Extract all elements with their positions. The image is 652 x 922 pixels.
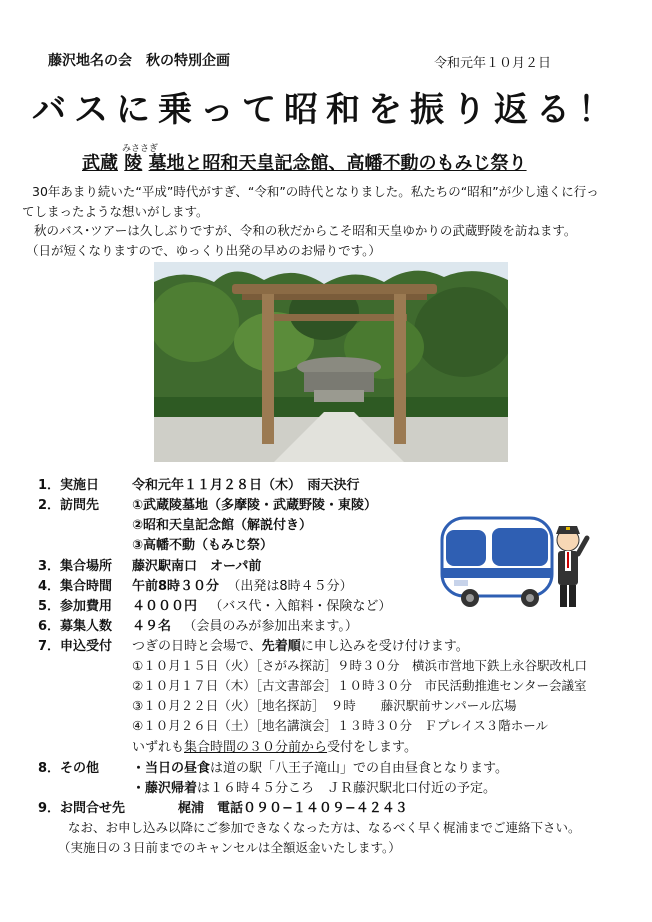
item-1-num: 1． <box>38 478 61 493</box>
item-8-l2: は１６時４５分ころ ＪＲ藤沢駅北口付近の予定。 <box>197 781 497 796</box>
item-6 <box>38 615 112 634</box>
subtitle-part1: 武蔵 <box>82 153 118 174</box>
item-6-count: ４９名 <box>132 619 172 634</box>
item-9-num: 9． <box>38 801 61 816</box>
session-2: ②１０月１７日（木）［古文書部会］１０時３０分 市民活動推進センター会議室 <box>132 678 587 693</box>
subtitle-part2: 陵 <box>124 153 143 174</box>
session-4: ④１０月２６日（土）［地名講演会］１３時３０分 Ｆプレイス３階ホール <box>132 718 548 733</box>
item-5-fee: ４０００円 <box>132 599 198 614</box>
mausoleum-photo <box>154 262 508 462</box>
subtitle-part3: 墓地と昭和天皇記念館、高幡不動のもみじ祭り <box>148 153 527 174</box>
item-2-num: 2． <box>38 498 61 513</box>
intro-line-2: てしまったような想いがします。 <box>22 204 209 219</box>
item-7-intro <box>132 635 469 654</box>
item-4-time: 午前8時３０分 <box>132 579 220 594</box>
issue-date: 令和元年１０月２日 <box>434 56 552 71</box>
item-5 <box>38 595 112 614</box>
item-4-label: 集合時間 <box>60 579 113 594</box>
item-4 <box>38 575 112 594</box>
item-3 <box>38 555 112 574</box>
item-8 <box>38 757 99 776</box>
item-8-line-1 <box>132 757 508 776</box>
intro-line-3: 秋のバス･ツアーは久しぶりですが、令和の秋だからこそ昭和天皇ゆかりの武蔵野陵を訪ねます。 <box>34 223 577 238</box>
item-3-num: 3． <box>38 559 61 574</box>
item-7-post: に申し込みを受け付けます。 <box>300 639 469 654</box>
organizer-label: 藤沢地名の会 秋の特別企画 <box>48 53 230 69</box>
ruby-reading: みささぎ <box>122 144 159 154</box>
item-4-note: （出発は8時４５分） <box>227 579 353 594</box>
item-4-value <box>132 575 353 594</box>
footer-line-1: なお、お申し込み以降にご参加できなくなった方は、なるべく早く梶浦までご連絡下さい。 <box>68 820 581 835</box>
item-4-num: 4． <box>38 579 61 594</box>
item-6-value <box>132 615 358 634</box>
item-2 <box>38 494 99 513</box>
item-6-num: 6． <box>38 619 61 634</box>
item-2-value-3: ③高幡不動（もみじ祭） <box>132 538 274 553</box>
item-9 <box>38 797 125 816</box>
item-7-note-post: 受付をします。 <box>327 740 417 755</box>
subtitle <box>82 149 527 175</box>
item-2-value-1: ①武蔵陵墓地（多摩陵・武蔵野陵・東陵） <box>132 498 378 513</box>
item-5-num: 5． <box>38 599 61 614</box>
item-8-line-2 <box>132 777 496 796</box>
item-7-note-pre: いずれも <box>132 740 185 755</box>
item-1-value: 令和元年１１月２８日（木） 雨天決行 <box>132 478 360 493</box>
session-1: ①１０月１５日（火）［さがみ探訪］９時３０分 横浜市営地下鉄上永谷駅改札口 <box>132 658 587 673</box>
item-8-l1: は道の駅「八王子滝山」での自由昼食となります。 <box>210 761 508 776</box>
item-5-label: 参加費用 <box>60 599 113 614</box>
item-7-note-em: 集合時間の３０分前から <box>184 740 328 755</box>
item-3-value: 藤沢駅南口 オーパ前 <box>132 559 262 574</box>
item-2-value-2: ②昭和天皇記念館（解説付き） <box>132 518 313 533</box>
item-6-note: （会員のみが参加出来ます。） <box>183 619 358 634</box>
item-7-note <box>132 736 417 755</box>
item-7-pre: つぎの日時と会場で、 <box>132 639 262 654</box>
item-7-em: 先着順 <box>261 639 301 654</box>
item-5-value <box>132 595 391 614</box>
contact-info: 梶浦 電話０９０−１４０９−４２４３ <box>178 801 408 816</box>
page-title: バスに乗って昭和を振り返る！ <box>32 90 620 130</box>
session-3: ③１０月２２日（火）［地名探訪］ ９時 藤沢駅前サンパール広場 <box>132 698 517 713</box>
item-9-label: お問合せ先 <box>60 801 126 816</box>
footer-line-2: （実施日の３日前までのキャンセルは全額返金いたします。） <box>58 840 401 855</box>
intro-line-4: （日が短くなりますので、ゆっくり出発の早めのお帰りです。） <box>26 243 381 258</box>
item-7-label: 申込受付 <box>60 639 113 654</box>
item-5-note: （バス代・入館料・保険など） <box>209 599 392 614</box>
bus-illustration <box>440 510 590 610</box>
item-7-num: 7． <box>38 639 61 654</box>
torii-gate-image <box>154 262 508 462</box>
item-2-label: 訪問先 <box>60 498 100 513</box>
item-8-l1-em: ・当日の昼食 <box>132 761 211 776</box>
item-3-label: 集合場所 <box>60 559 113 574</box>
item-6-label: 募集人数 <box>60 619 113 634</box>
item-8-num: 8． <box>38 761 61 776</box>
item-1-label: 実施日 <box>60 478 100 493</box>
item-1 <box>38 474 99 493</box>
item-7 <box>38 635 112 654</box>
intro-line-1: 30年あまり続いた“平成”時代がすぎ、“令和”の時代となりました。私たちの“昭和”が少し遠くに行っ <box>32 184 599 199</box>
item-8-label: その他 <box>60 761 100 776</box>
item-8-l2-em: ・藤沢帰着 <box>132 781 198 796</box>
